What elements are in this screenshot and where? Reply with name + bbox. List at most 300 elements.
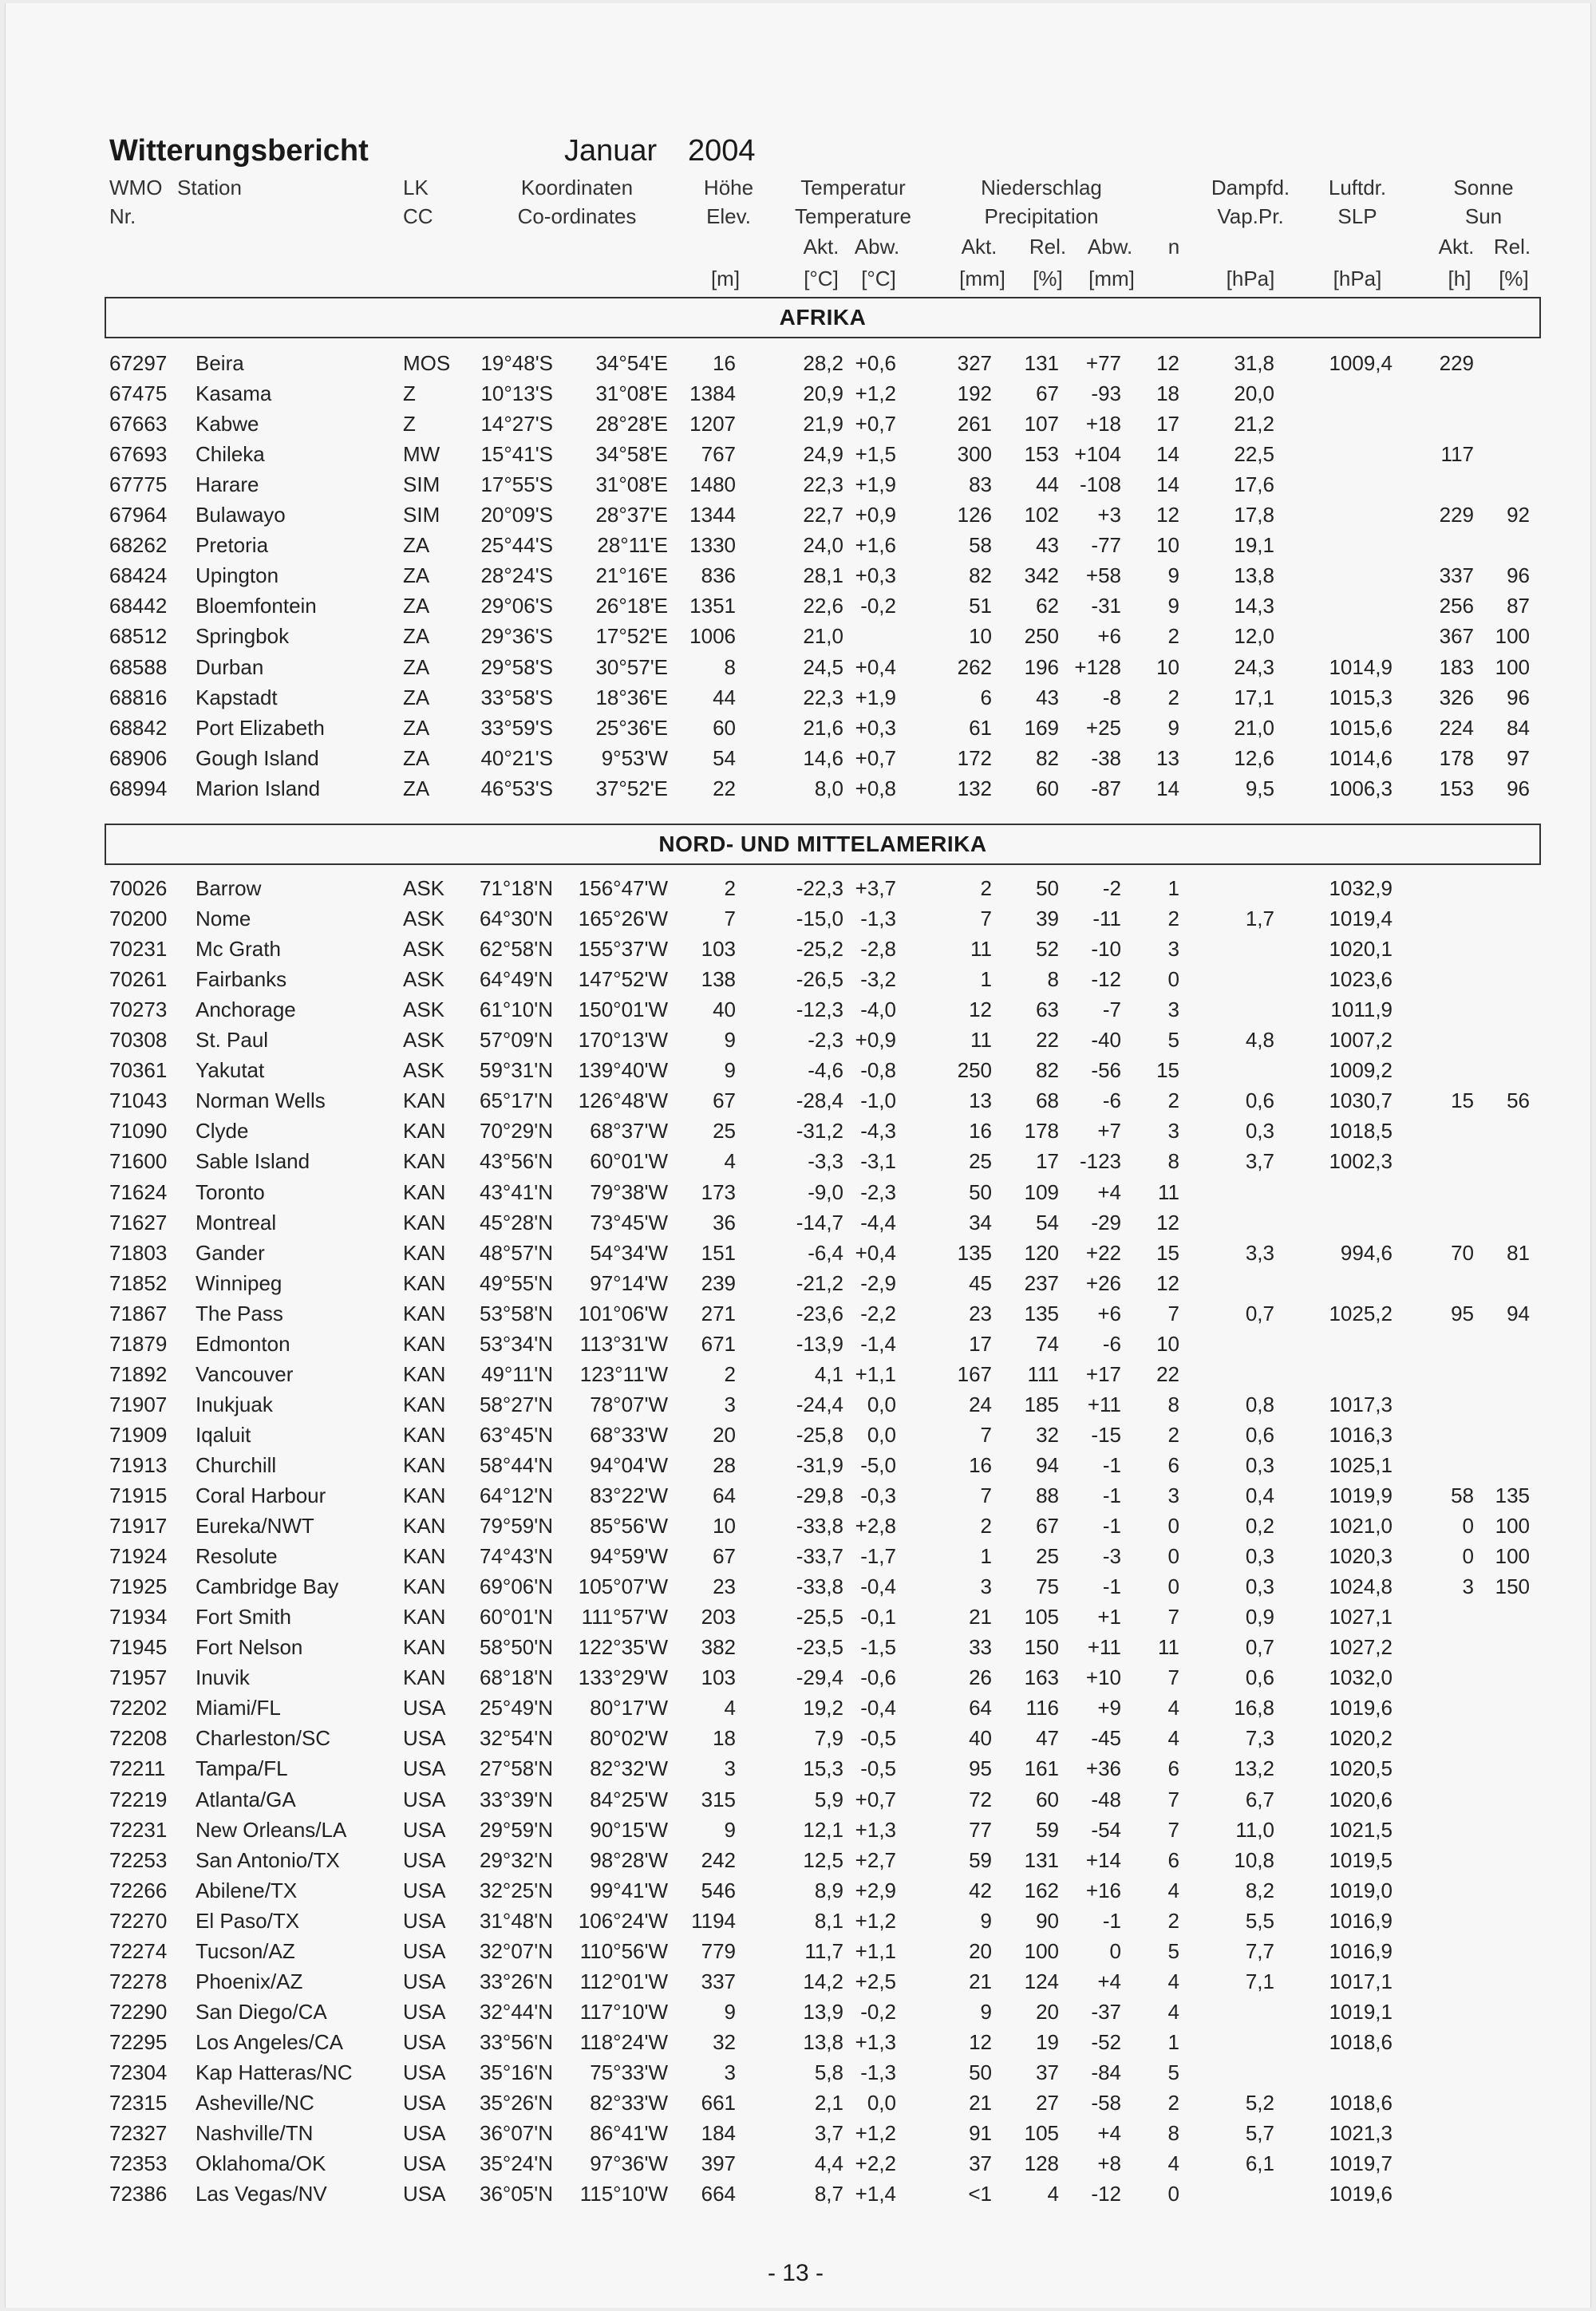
cell-lat: 46°53'S xyxy=(480,776,553,800)
cell-lat: 33°56'N xyxy=(480,2029,553,2054)
cell-prec: 45 xyxy=(969,1270,992,1295)
cell-lon: 31°08'E xyxy=(595,472,668,497)
cell-vap: 3,3 xyxy=(1245,1240,1274,1265)
cell-prec-rel: 47 xyxy=(1036,1726,1059,1751)
cell-lat: 64°30'N xyxy=(480,907,553,931)
cell-wmo: 72219 xyxy=(109,1787,168,1811)
cell-vap: 0,6 xyxy=(1245,1422,1274,1447)
cell-vap: 6,1 xyxy=(1245,2151,1274,2176)
cell-slp: 1019,5 xyxy=(1329,1847,1393,1872)
cell-wmo: 72315 xyxy=(109,2091,168,2115)
cell-sun-rel: 96 xyxy=(1507,685,1530,709)
cell-elev: 22 xyxy=(713,776,736,800)
cell-elev: 44 xyxy=(713,685,736,709)
cell-prec-rel: 116 xyxy=(1025,1696,1059,1720)
cell-prec-dev: -7 xyxy=(1102,997,1121,1022)
report-month: Januar xyxy=(564,134,658,168)
cell-slp: 1019,4 xyxy=(1329,907,1393,931)
cell-wmo: 70308 xyxy=(109,1028,168,1053)
cell-station: Churchill xyxy=(196,1452,277,1477)
cell-temp-dev: +1,3 xyxy=(855,1817,896,1842)
cell-temp-dev: 0,0 xyxy=(867,1422,896,1447)
cell-prec-dev: -12 xyxy=(1091,2182,1121,2206)
cell-prec-days: 6 xyxy=(1167,1756,1179,1781)
cell-lon: 122°35'W xyxy=(578,1635,668,1660)
cell-prec-dev: -11 xyxy=(1092,907,1121,931)
table-row xyxy=(6,873,1592,903)
cell-temp-dev: +1,3 xyxy=(855,2029,896,2054)
cell-prec-rel: 135 xyxy=(1024,1301,1059,1325)
cell-prec: 16 xyxy=(969,1452,992,1477)
cell-vap: 9,5 xyxy=(1245,776,1274,800)
cell-prec-dev: +10 xyxy=(1085,1665,1121,1690)
cell-prec-dev: -48 xyxy=(1091,1787,1121,1811)
table-row xyxy=(6,591,1592,621)
cell-elev: 54 xyxy=(713,745,736,770)
cell-lat: 32°25'N xyxy=(480,1878,553,1902)
cell-elev: 173 xyxy=(701,1179,736,1204)
cell-prec-dev: -45 xyxy=(1091,1726,1121,1751)
cell-elev: 4 xyxy=(724,1696,736,1720)
cell-prec-dev: -84 xyxy=(1091,2060,1121,2084)
hdr-s-akt: Akt. xyxy=(1438,235,1475,259)
table-row xyxy=(6,934,1592,964)
document-page xyxy=(5,3,1591,2308)
cell-temp: 8,0 xyxy=(814,776,843,800)
cell-wmo: 72327 xyxy=(109,2121,168,2146)
cell-prec: 58 xyxy=(969,533,992,558)
cell-lon: 105°07'W xyxy=(578,1574,668,1599)
cell-lk: USA xyxy=(403,2029,446,2054)
cell-prec-days: 11 xyxy=(1158,1179,1179,1204)
cell-temp-dev: +0,9 xyxy=(855,1028,896,1053)
cell-prec-dev: +22 xyxy=(1085,1240,1121,1265)
cell-sun: 367 xyxy=(1439,624,1474,649)
cell-lat: 59°31'N xyxy=(480,1058,553,1083)
cell-elev: 836 xyxy=(701,563,736,588)
page-number: - 13 - xyxy=(767,2260,824,2286)
table-row xyxy=(6,1723,1592,1753)
cell-prec-dev: -6 xyxy=(1102,1088,1121,1113)
cell-sun: 153 xyxy=(1439,776,1474,800)
cell-vap: 12,0 xyxy=(1234,624,1274,649)
cell-prec: 7 xyxy=(980,907,992,931)
cell-lat: 58°50'N xyxy=(480,1635,553,1660)
cell-lk: ZA xyxy=(403,745,430,770)
cell-lat: 62°58'N xyxy=(480,937,553,962)
cell-lk: KAN xyxy=(403,1514,446,1539)
cell-elev: 18 xyxy=(713,1726,736,1751)
cell-prec-days: 1 xyxy=(1167,876,1179,900)
cell-station: Fairbanks xyxy=(196,967,287,992)
cell-prec-dev: -37 xyxy=(1091,1999,1121,2024)
cell-prec-rel: 150 xyxy=(1024,1635,1059,1660)
cell-prec: 11 xyxy=(970,1028,992,1053)
cell-sun-rel: 92 xyxy=(1507,503,1530,527)
cell-prec-days: 8 xyxy=(1167,1149,1179,1174)
cell-prec: 26 xyxy=(969,1665,992,1690)
cell-temp: 20,9 xyxy=(803,381,843,406)
cell-station: Eureka/NWT xyxy=(196,1514,314,1539)
cell-wmo: 72211 xyxy=(109,1756,166,1781)
cell-slp: 1020,5 xyxy=(1329,1756,1393,1781)
cell-lon: 80°17'W xyxy=(590,1696,668,1720)
cell-wmo: 72202 xyxy=(109,1696,168,1720)
cell-lk: ZA xyxy=(403,624,430,649)
cell-prec-dev: -1 xyxy=(1102,1574,1121,1599)
table-row xyxy=(6,348,1592,378)
cell-lon: 82°32'W xyxy=(590,1756,668,1781)
hdr-coord: Co-ordinates xyxy=(517,204,637,228)
cell-lk: USA xyxy=(403,1756,446,1781)
table-row xyxy=(6,1571,1592,1602)
cell-prec-days: 10 xyxy=(1156,533,1179,558)
cell-station: El Paso/TX xyxy=(196,1908,300,1933)
cell-prec-days: 5 xyxy=(1167,1938,1179,1963)
cell-prec-dev: -38 xyxy=(1091,745,1121,770)
cell-temp: 21,9 xyxy=(803,412,843,437)
cell-prec-days: 7 xyxy=(1167,1817,1179,1842)
cell-elev: 9 xyxy=(724,1999,736,2024)
cell-prec-dev: 0 xyxy=(1109,1938,1121,1963)
cell-temp: -26,5 xyxy=(796,967,843,992)
cell-station: Tucson/AZ xyxy=(196,1938,295,1963)
cell-wmo: 70361 xyxy=(109,1058,168,1083)
cell-prec-rel: 19 xyxy=(1036,2029,1059,2054)
cell-station: Barrow xyxy=(196,876,262,900)
cell-lat: 35°26'N xyxy=(480,2091,553,2115)
cell-temp-dev: -0,2 xyxy=(860,594,896,618)
table-row xyxy=(6,1025,1592,1055)
cell-station: St. Paul xyxy=(196,1028,269,1053)
table-row xyxy=(6,1784,1592,1815)
cell-lat: 25°49'N xyxy=(480,1696,553,1720)
cell-lat: 33°58'S xyxy=(480,685,553,709)
cell-lat: 74°43'N xyxy=(480,1544,553,1569)
cell-lon: 60°01'W xyxy=(590,1149,668,1174)
cell-elev: 3 xyxy=(724,1756,736,1781)
cell-station: Gander xyxy=(196,1240,265,1265)
cell-lk: KAN xyxy=(403,1210,446,1235)
cell-lk: ZA xyxy=(403,594,430,618)
cell-prec-days: 5 xyxy=(1167,1028,1179,1053)
cell-wmo: 71803 xyxy=(109,1240,168,1265)
cell-elev: 337 xyxy=(701,1969,736,1993)
cell-prec: 25 xyxy=(969,1149,992,1174)
cell-slp: 994,6 xyxy=(1340,1240,1393,1265)
cell-lon: 28°28'E xyxy=(595,412,668,437)
cell-sun: 15 xyxy=(1451,1088,1474,1113)
cell-lon: 34°58'E xyxy=(595,442,668,467)
table-row xyxy=(6,1541,1592,1571)
cell-lk: USA xyxy=(403,1938,446,1963)
cell-elev: 2 xyxy=(724,876,736,900)
cell-temp-dev: -1,0 xyxy=(860,1088,896,1113)
cell-station: Nashville/TN xyxy=(196,2121,314,2146)
cell-elev: 767 xyxy=(701,442,736,467)
cell-prec-rel: 67 xyxy=(1036,1514,1059,1539)
cell-lat: 29°36'S xyxy=(480,624,553,649)
cell-prec-days: 4 xyxy=(1167,1696,1179,1720)
cell-vap: 0,7 xyxy=(1245,1635,1274,1660)
table-row xyxy=(6,1207,1592,1238)
cell-lon: 150°01'W xyxy=(578,997,668,1022)
cell-prec-days: 2 xyxy=(1167,907,1179,931)
cell-wmo: 71867 xyxy=(109,1301,168,1325)
cell-temp: 12,5 xyxy=(803,1847,843,1872)
cell-lk: KAN xyxy=(403,1361,446,1386)
cell-temp: 22,6 xyxy=(803,594,843,618)
cell-lat: 19°48'S xyxy=(480,351,553,375)
cell-elev: 4 xyxy=(724,1149,736,1174)
cell-prec: 1 xyxy=(980,967,992,992)
report-name: Witterungsbericht xyxy=(109,134,369,168)
cell-station: Upington xyxy=(196,563,279,588)
hdr-s-unit2: [%] xyxy=(1499,267,1529,290)
cell-lon: 110°56'W xyxy=(579,1938,668,1963)
cell-slp: 1009,4 xyxy=(1329,351,1393,375)
cell-temp-dev: 0,0 xyxy=(867,2091,896,2115)
cell-temp-dev: +2,9 xyxy=(855,1878,896,1902)
table-row xyxy=(6,1693,1592,1723)
cell-lk: ASK xyxy=(403,1058,445,1083)
cell-temp-dev: +2,8 xyxy=(855,1514,896,1539)
cell-prec-dev: -10 xyxy=(1091,937,1121,962)
cell-prec-dev: -8 xyxy=(1102,685,1121,709)
cell-prec-days: 14 xyxy=(1156,776,1179,800)
cell-lon: 75°33'W xyxy=(590,2060,668,2084)
cell-temp-dev: +1,2 xyxy=(855,1908,896,1933)
cell-lk: KAN xyxy=(403,1149,446,1174)
cell-wmo: 71934 xyxy=(109,1605,168,1630)
cell-lk: USA xyxy=(403,2060,446,2084)
cell-sun-rel: 100 xyxy=(1495,654,1530,679)
cell-temp-dev: +0,8 xyxy=(855,776,896,800)
cell-temp: -6,4 xyxy=(808,1240,843,1265)
cell-lon: 9°53'W xyxy=(601,745,668,770)
cell-temp-dev: +1,2 xyxy=(855,2121,896,2146)
table-row xyxy=(6,469,1592,500)
cell-prec: 83 xyxy=(969,472,992,497)
cell-prec-dev: -123 xyxy=(1079,1149,1121,1174)
cell-wmo: 72353 xyxy=(109,2151,168,2176)
cell-prec-rel: 60 xyxy=(1036,776,1059,800)
cell-lat: 32°44'N xyxy=(480,1999,553,2024)
cell-lon: 28°11'E xyxy=(597,533,668,558)
cell-prec-dev: +11 xyxy=(1087,1392,1121,1416)
cell-prec-dev: -29 xyxy=(1091,1210,1121,1235)
hdr-hoehe: Höhe xyxy=(703,176,754,199)
table-row xyxy=(6,713,1592,743)
cell-prec-rel: 161 xyxy=(1024,1756,1059,1781)
cell-lk: KAN xyxy=(403,1119,446,1144)
cell-sun: 3 xyxy=(1462,1574,1474,1599)
cell-wmo: 72278 xyxy=(109,1969,168,1993)
cell-temp: -31,2 xyxy=(796,1119,843,1144)
cell-prec-days: 14 xyxy=(1156,442,1179,467)
cell-prec-days: 4 xyxy=(1167,1969,1179,1993)
cell-prec: 72 xyxy=(969,1787,992,1811)
cell-temp: 22,3 xyxy=(803,472,843,497)
cell-temp-dev: -2,9 xyxy=(860,1270,896,1295)
cell-wmo: 70261 xyxy=(109,967,168,992)
table-row xyxy=(6,743,1592,773)
cell-station: Las Vegas/NV xyxy=(196,2182,327,2206)
cell-temp-dev: +2,5 xyxy=(855,1969,896,1993)
cell-lon: 112°01'W xyxy=(579,1969,668,1993)
cell-temp-dev: -0,8 xyxy=(860,1058,896,1083)
cell-temp-dev: -0,1 xyxy=(860,1605,896,1630)
cell-elev: 40 xyxy=(713,997,736,1022)
cell-slp: 1015,6 xyxy=(1329,715,1393,740)
cell-lat: 49°11'N xyxy=(480,1361,553,1386)
cell-vap: 19,1 xyxy=(1234,533,1274,558)
cell-lk: ASK xyxy=(403,997,445,1022)
cell-lat: 64°12'N xyxy=(480,1483,553,1507)
cell-temp-dev: -3,2 xyxy=(860,967,896,992)
cell-prec-rel: 17 xyxy=(1036,1149,1059,1174)
cell-lk: KAN xyxy=(403,1665,446,1690)
cell-prec-rel: 22 xyxy=(1036,1028,1059,1053)
cell-prec-dev: -31 xyxy=(1091,594,1121,618)
cell-lk: ZA xyxy=(403,776,430,800)
table-row xyxy=(6,439,1592,469)
cell-prec-dev: +4 xyxy=(1097,1179,1121,1204)
cell-lon: 139°40'W xyxy=(578,1058,668,1083)
cell-temp: -3,3 xyxy=(808,1149,843,1174)
cell-prec: 42 xyxy=(969,1878,992,1902)
cell-prec-days: 12 xyxy=(1156,351,1179,375)
cell-station: Cambridge Bay xyxy=(196,1574,339,1599)
cell-lon: 83°22'W xyxy=(590,1483,668,1507)
cell-elev: 3 xyxy=(724,1392,736,1416)
cell-prec: 24 xyxy=(969,1392,992,1416)
cell-prec-days: 1 xyxy=(1167,2029,1179,2054)
hdr-sonne-en: Sun xyxy=(1464,204,1503,228)
cell-lk: ZA xyxy=(403,685,430,709)
cell-prec-rel: 74 xyxy=(1036,1331,1059,1356)
cell-prec-dev: -1 xyxy=(1102,1514,1121,1539)
hdr-n-unit2: [%] xyxy=(1033,267,1063,290)
cell-sun: 178 xyxy=(1439,745,1474,770)
cell-sun-rel: 84 xyxy=(1507,715,1530,740)
cell-prec-dev: +128 xyxy=(1074,654,1121,679)
cell-lk: Z xyxy=(403,412,416,437)
cell-prec-dev: -93 xyxy=(1091,381,1121,406)
cell-prec: 64 xyxy=(969,1696,992,1720)
cell-temp-dev: -0,2 xyxy=(860,1999,896,2024)
cell-prec-days: 6 xyxy=(1167,1452,1179,1477)
cell-temp: -13,9 xyxy=(796,1331,843,1356)
cell-elev: 779 xyxy=(701,1938,736,1963)
cell-prec-days: 15 xyxy=(1156,1058,1179,1083)
table-row xyxy=(6,1511,1592,1541)
cell-prec: 51 xyxy=(969,594,992,618)
cell-elev: 397 xyxy=(701,2151,736,2176)
cell-elev: 1330 xyxy=(689,533,736,558)
table-row xyxy=(6,1389,1592,1420)
cell-lat: 63°45'N xyxy=(480,1422,553,1447)
cell-prec-dev: +58 xyxy=(1085,563,1121,588)
hdr-lk: LK xyxy=(403,176,429,199)
cell-wmo: 68588 xyxy=(109,654,168,679)
table-row xyxy=(6,2148,1592,2179)
cell-sun-rel: 81 xyxy=(1507,1240,1530,1265)
cell-slp: 1014,9 xyxy=(1329,654,1393,679)
table-row xyxy=(6,2057,1592,2088)
cell-elev: 9 xyxy=(724,1058,736,1083)
cell-lat: 10°13'S xyxy=(480,381,553,406)
cell-temp: 28,1 xyxy=(803,563,843,588)
hdr-nr: Nr. xyxy=(109,204,136,228)
cell-prec-dev: +8 xyxy=(1097,2151,1121,2176)
cell-station: Nome xyxy=(196,907,251,931)
cell-station: Inukjuak xyxy=(196,1392,273,1416)
cell-prec-rel: 43 xyxy=(1036,533,1059,558)
cell-prec: 13 xyxy=(969,1088,992,1113)
hdr-t-akt: Akt. xyxy=(803,235,839,259)
cell-elev: 67 xyxy=(713,1088,736,1113)
cell-wmo: 71879 xyxy=(109,1331,168,1356)
cell-prec: 82 xyxy=(969,563,992,588)
cell-elev: 151 xyxy=(701,1240,736,1265)
cell-temp-dev: 0,0 xyxy=(867,1392,896,1416)
cell-station: Port Elizabeth xyxy=(196,715,325,740)
cell-wmo: 72253 xyxy=(109,1847,168,1872)
table-row xyxy=(6,1420,1592,1450)
cell-wmo: 71925 xyxy=(109,1574,168,1599)
cell-prec: 77 xyxy=(969,1817,992,1842)
cell-elev: 242 xyxy=(701,1847,736,1872)
cell-elev: 664 xyxy=(701,2182,736,2206)
cell-lat: 36°07'N xyxy=(480,2121,553,2146)
cell-prec-dev: +14 xyxy=(1085,1847,1121,1872)
cell-temp: 5,8 xyxy=(814,2060,843,2084)
cell-station: Miami/FL xyxy=(196,1696,281,1720)
table-row xyxy=(6,1966,1592,1997)
cell-prec-days: 2 xyxy=(1167,1422,1179,1447)
cell-lat: 53°58'N xyxy=(480,1301,553,1325)
cell-temp: -31,9 xyxy=(796,1452,843,1477)
table-row xyxy=(6,1875,1592,1906)
cell-slp: 1006,3 xyxy=(1329,776,1393,800)
cell-elev: 3 xyxy=(724,2060,736,2084)
cell-temp: -12,3 xyxy=(796,997,843,1022)
cell-temp: -9,0 xyxy=(808,1179,843,1204)
cell-temp-dev: +0,3 xyxy=(855,715,896,740)
cell-wmo: 68424 xyxy=(109,563,168,588)
cell-lk: ZA xyxy=(403,563,430,588)
cell-prec-dev: -52 xyxy=(1091,2029,1121,2054)
cell-wmo: 72231 xyxy=(109,1817,168,1842)
cell-vap: 0,3 xyxy=(1245,1119,1274,1144)
cell-sun: 0 xyxy=(1462,1544,1474,1569)
cell-prec: 135 xyxy=(957,1240,992,1265)
cell-vap: 21,2 xyxy=(1234,412,1274,437)
cell-lon: 25°36'E xyxy=(595,715,668,740)
cell-temp: -28,4 xyxy=(796,1088,843,1113)
cell-lat: 29°32'N xyxy=(480,1847,553,1872)
cell-temp-dev: -1,4 xyxy=(860,1331,896,1356)
cell-temp: 19,2 xyxy=(803,1696,843,1720)
cell-lon: 68°37'W xyxy=(590,1119,668,1144)
cell-prec-rel: 27 xyxy=(1036,2091,1059,2115)
cell-temp-dev: -1,3 xyxy=(860,2060,896,2084)
hdr-nied-en: Precipitation xyxy=(984,204,1099,228)
cell-temp: -25,5 xyxy=(796,1605,843,1630)
cell-lon: 155°37'W xyxy=(578,937,668,962)
table-row xyxy=(6,1359,1592,1389)
